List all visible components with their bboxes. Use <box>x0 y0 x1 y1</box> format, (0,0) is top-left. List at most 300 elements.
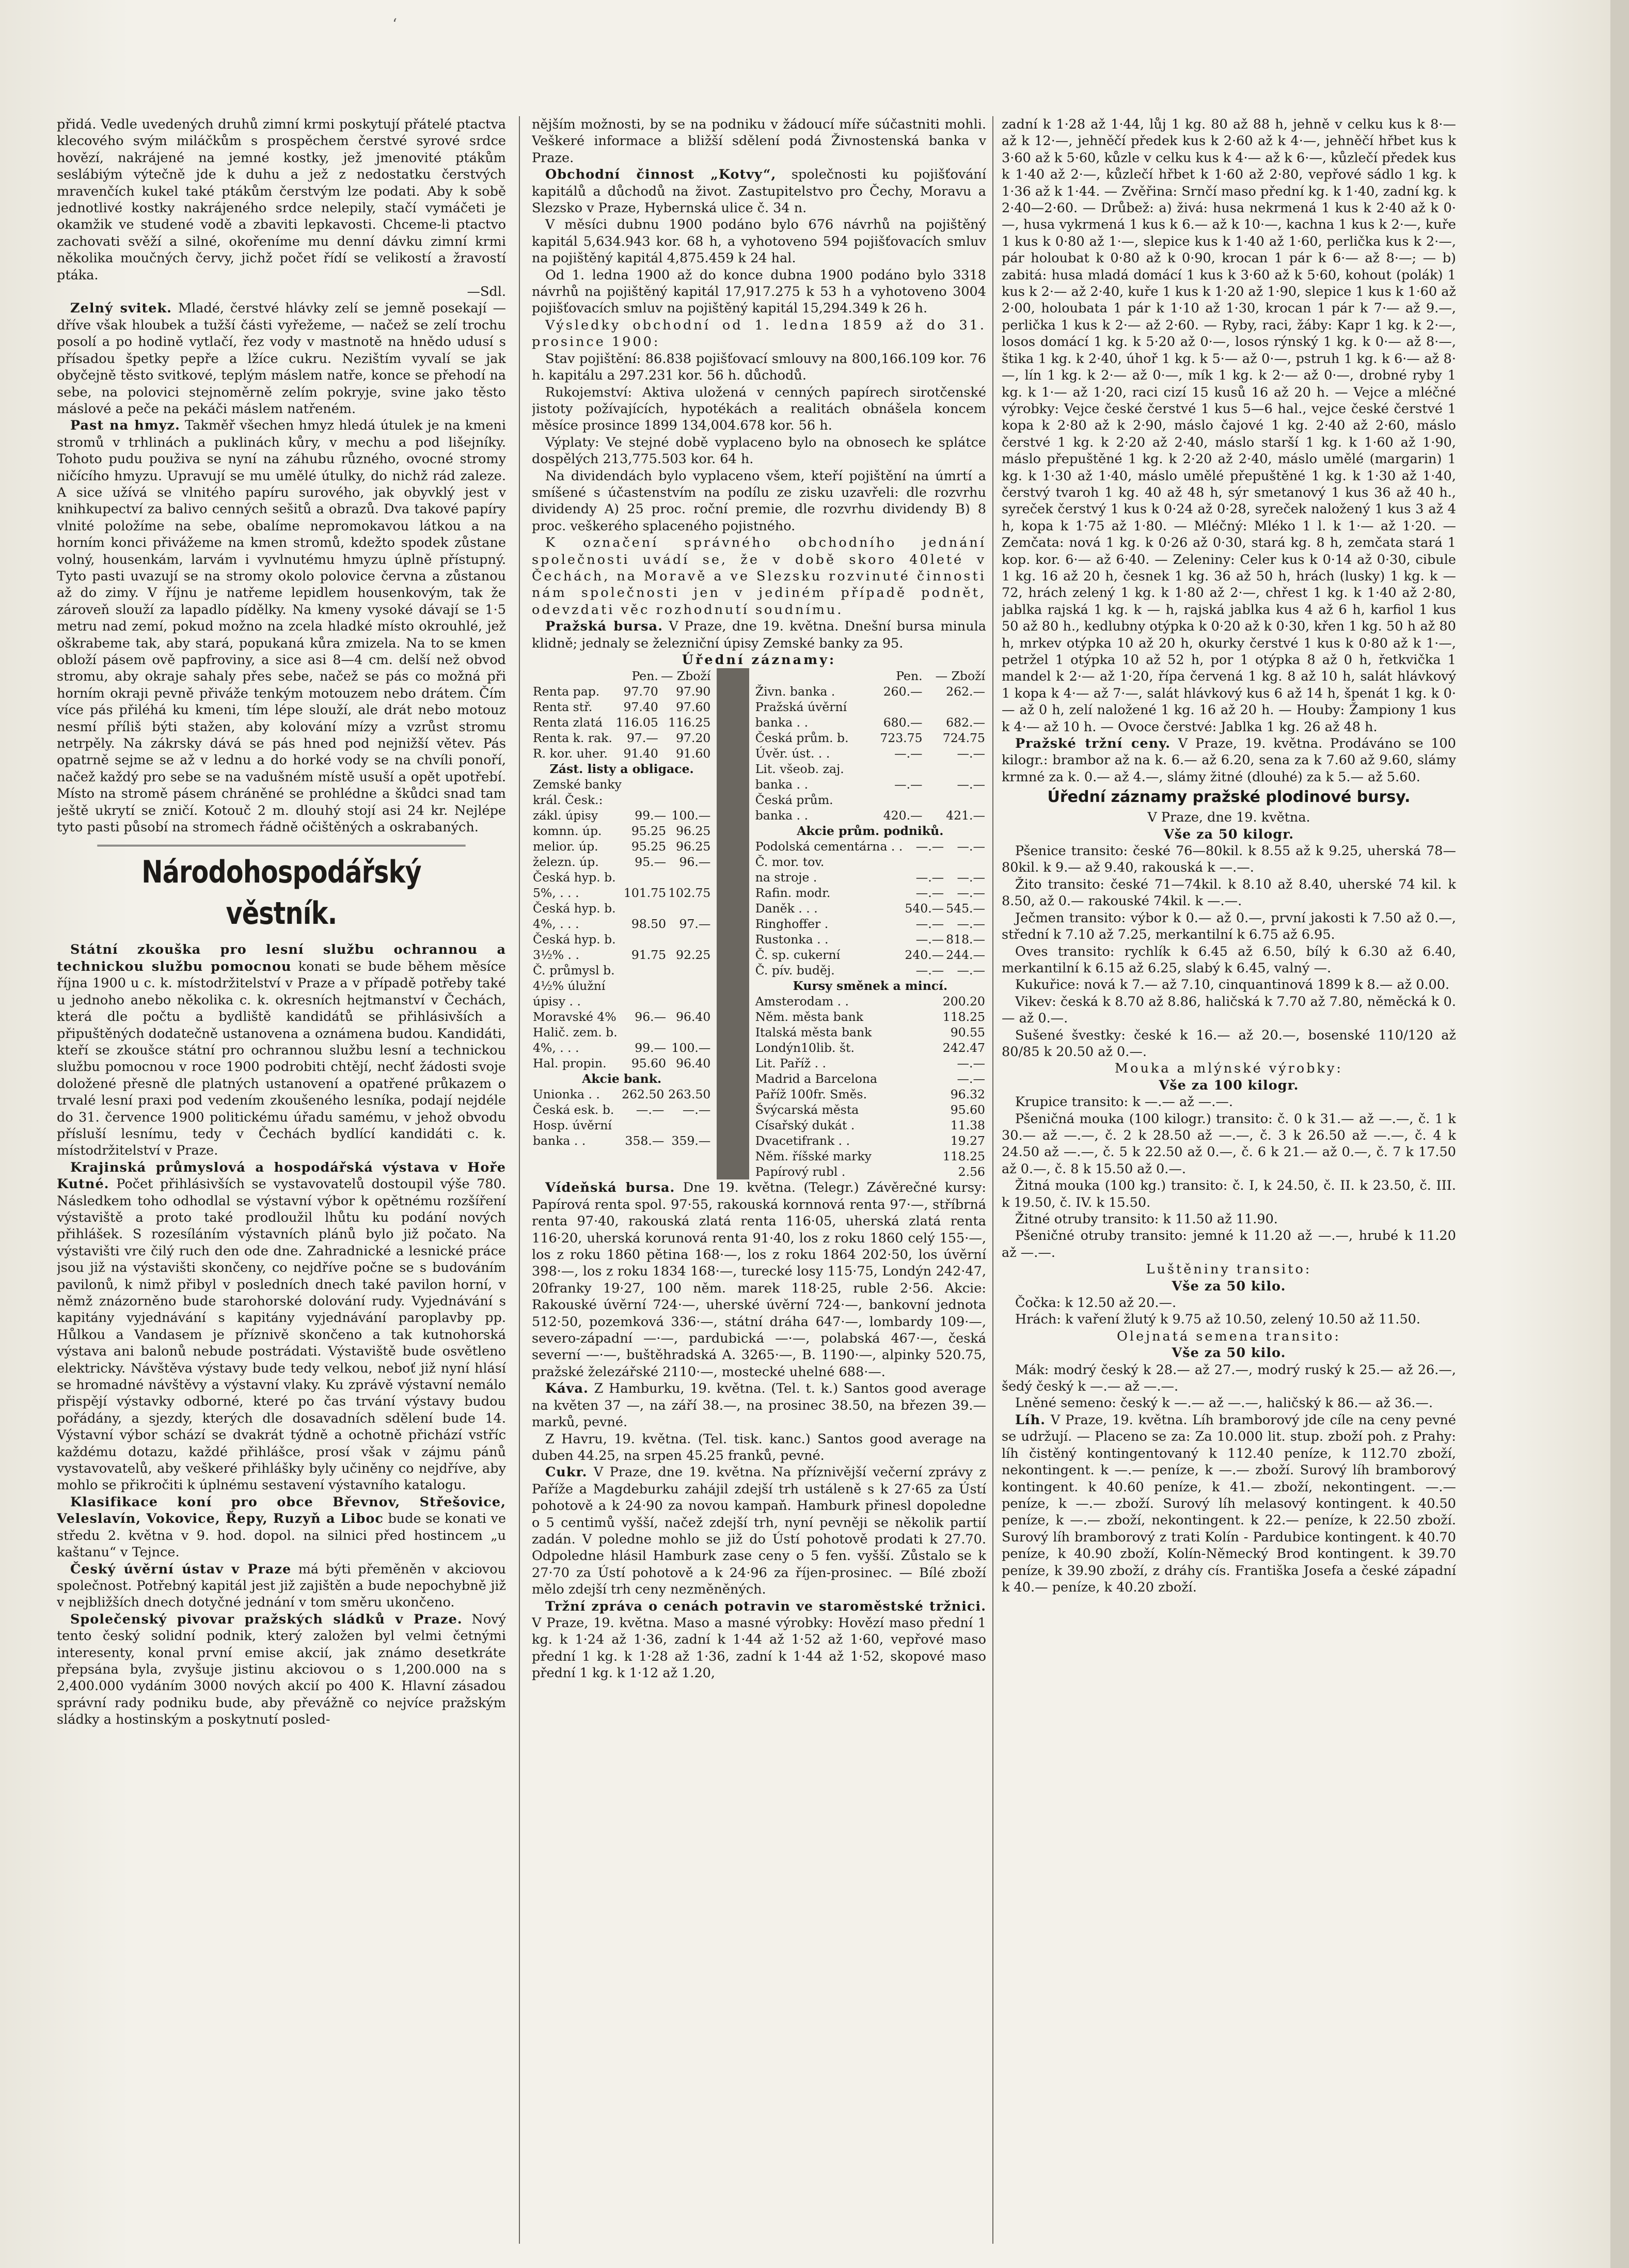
rate-value: 96.— <box>679 855 711 870</box>
article-paragraph <box>532 166 986 216</box>
column-header: Pen. <box>631 669 658 684</box>
article-heading: Klasifikace koní pro obce Břevnov, Střešovice, Veleslavín, Vokovice, Řepy, Ruzyň a Liboc <box>57 1494 506 1527</box>
security-name: Něm. říšské marky <box>755 1149 872 1164</box>
rate-value: —.— <box>957 839 985 854</box>
rate-value <box>619 1117 665 1133</box>
article-heading: Zelný svitek. <box>70 301 172 317</box>
rate-row <box>532 1009 711 1025</box>
rate-row <box>754 699 986 715</box>
rate-value: 420.— <box>883 808 923 823</box>
price-entry: Čočka: k 12.50 až 20.—. <box>1015 1295 1177 1311</box>
rate-value: 242.47 <box>942 1041 985 1056</box>
rate-value: 91.75 <box>631 948 667 963</box>
security-name: Česká prům. b. <box>755 731 849 746</box>
security-name: Švýcarská města <box>755 1102 859 1117</box>
security-name: král. Česk.: <box>533 793 603 808</box>
rate-value: 2.56 <box>958 1164 985 1179</box>
subsection-heading: Luštěniny transito: <box>1146 1262 1312 1278</box>
security-name: Ringhoffer . <box>755 917 829 932</box>
rate-value <box>667 963 711 978</box>
column-2 <box>532 116 986 2244</box>
price-entry: Kukuřice: nová k 7.— až 7.10, cinquantinová 1899 k 8.— až 0.00. <box>1015 977 1450 993</box>
security-name: 4½% úlužní <box>533 979 606 994</box>
rates-table <box>532 1071 711 1086</box>
rate-value: 95.— <box>635 855 667 870</box>
security-name: Lit. všeob. zaj. <box>755 762 844 777</box>
rate-value: —.— <box>957 963 985 978</box>
security-name: zákl. úpisy <box>533 808 598 823</box>
article-text: společnosti ku pojišťování kapitálů a důchodů na život. Zastupitelstvo pro Čechy, Moravu a Slezsko v Praze, Hybernská ulice č. 34 n. <box>532 167 986 216</box>
rate-value: 96.40 <box>676 1056 711 1071</box>
article-text: Z Hamburku, 19. května. (Tel. t. k.) Santos good average na květen 37 —, na září 38.—, na prosinec 38.50, na březen 39.— marků, pevné. <box>532 1381 986 1430</box>
article-heading: Pražské tržní ceny. <box>1015 736 1171 752</box>
article-text: zadní k 1·28 až 1·44, lůj 1 kg. 80 až 88 h, jehně v celku kus k 8·— až k 12·—, jehněčí předek kus k 2·60 až k 4·—, jehněčí hřbet kus k 3·60 až k 5·60, kůzle v celku kus k 4·— až k 6·—, kůzlečí předek kus k 1·40 až 2·—, kůzlečí hřbet k 1·60 až 2·80, vepřové sádlo 1 kg. k 1·36 až k 1·44. — Zvěřina: Srnčí maso přední kg. k 1·40, zadní kg. k 2·40—2·60. — Drůbež: a) živá: husa nekrmená 1 kus k 2·40 až k 0·—, husa vykrmená 1 kus k 6.— až k 10·—, kachna 1 kus k 2·—, kuře 1 kus k 0·80 až 1·—, slepice kus k 1·40 až 1·60, perlička kus k 2·—, pár holoubat k 0·80 až k 0·90, krocan 1 pár k 6·— až 8·—; — b) zabitá: husa mladá domácí 1 kus k 3·60 až k 5·60, kohout (polák) 1 kus k 2·— až 2·40, kuře 1 kus k 1·20 až 1·90, slepice 1 kus k 1·60 až 2·00, holoubata 1 pár k 1·10 až 1·30, krocan 1 pár k 7·— až 9.—, perlička 1 kus k 2·— až 2·60. — Ryby, raci, žáby: Kapr 1 kg. k 2·—, losos domácí 1 kg. k 5·20 až 0·—, losos rýnský 1 kg. k 0·— až 8·—, štika 1 kg. k 2·40, úhoř 1 kg. k 5·— až 0·—, pstruh 1 kg. k 6·— až 8·—, lín 1 kg. k 2·— až 0·—, mík 1 kg. k 2·— až 0·—, drobné ryby 1 kg. k 1·— až 1·20, raci cizí 15 kusů 16 až 20 h. — Vejce a mléčné výrobky: Vejce české čerstvé 1 kus 5—6 hal., vejce české čerstvé 1 kopa k 2·80 až k 2·90, máslo čajové 1 kg. 2·40 až 2·60, máslo čerstvé 1 kg. k 2·20 až 2·40, máslo starší 1 kg. k 1·60 až 1·90, máslo přepuštěné 1 kg. k 2·20 až 2·40, máslo umělé (margarin) 1 kg. k 1·30 až 1·40, máslo umělé přepuštěné 1 kg. k 1·30 až 1·40, čerstvý tvaroh 1 kg. 40 až 48 h, sýr smetanový 1 kus 36 až 40 h., syreček čerstvý 1 kus k 0·24 až 0·28, syreček naložený 1 kus 3 až 4 h, kopa k 1·75 až 1·80. — Mléčný: Mléko 1 l. k 1·— až 1·20. — Zemčata: nová 1 kg. k 0·26 až 0·30, stará kg. 8 h, zemčata stará 1 kop. kor. 6·— až 6·40. — Zeleniny: Celer kus k 0·14 až 0·30, cibule 1 kg. 16 až 20 h, česnek 1 kg. 36 až 50 h, hrách (lusky) 1 kg. k —72, hrách zelený 1 kg. k 1·80 až 2·—, chřest 1 kg. k 1·40 až 2·80, jablka rajská 1 kg. k — h, rajská jablka kus 4 až 6 h, karfiol 1 kus 50 až 80 h., kedlubny otýpka k 0·20 až k 0·30, křen 1 kg. 50 h až 80 h, mrkev otýpka 10 až 20 h, okurky čerstvé 1 kus k 0·80 až k 1·—, petržel 1 otýpka 10 až 52 h, por 1 otýpka 8 až 0 h, řetkvička 1 mandel k 2·— až 1·20, řípa červená 1 kg. 8 až 10 h, salát hlávkový 1 kopa k 4·— až 7·—, salát hlávkový kus 6 až 14 h, špenát 1 kg. k 0·— až 0 h, zelí naložené 1 kg. 16 až 20 h. — Houby: Žampiony 1 kus k 4·— až 10 h. — Ovoce čerstvé: Jablka 1 kg. 26 až 48 h. <box>1002 117 1456 735</box>
security-name: banka . . <box>755 808 809 823</box>
article-heading: Krajinská průmyslová a hospodářská výstava v Hoře Kutné. <box>57 1159 506 1192</box>
security-name: banka . . <box>755 777 809 792</box>
article-heading: Káva. <box>545 1381 589 1397</box>
rate-value: 99.— <box>635 1041 667 1056</box>
rate-value: 96.— <box>635 1010 667 1025</box>
rate-value: 97.90 <box>676 684 711 699</box>
price-entry: Oves transito: rychlík k 6.45 až 6.50, bílý k 6.30 až 6.40, merkantilní k 6.15 až 6.25, slabý k 6.45, valný —. <box>1002 943 1456 976</box>
rate-value <box>623 994 667 1009</box>
rate-row <box>754 901 986 916</box>
column-rule <box>717 668 749 1179</box>
rates-table <box>532 1086 711 1148</box>
article-paragraph <box>532 1464 986 1598</box>
security-name: Úvěr. úst. . . <box>755 746 830 761</box>
rate-row <box>532 715 711 730</box>
rate-value: 95.25 <box>631 824 667 839</box>
rate-row <box>754 1117 986 1133</box>
rate-row <box>754 715 986 730</box>
security-name: Moravské 4% <box>533 1010 616 1025</box>
price-entry: Pšenice transito: české 76—80kil. k 8.55 až k 9.25, uherská 78—80kil. k 9.— až 9.40, rakouská k —.—. <box>1002 843 1456 876</box>
rate-row <box>754 1025 986 1040</box>
security-name: Renta pap. <box>533 684 600 699</box>
rate-row <box>532 839 711 854</box>
security-name: Renta stř. <box>533 700 593 715</box>
rate-row <box>754 994 986 1009</box>
rate-row <box>754 1164 986 1179</box>
rate-value: 97.60 <box>676 700 711 715</box>
article-text: V Praze, 19. května. Maso a masné výrobky: Hovězí maso přední 1 kg. k 1·24 až 1·36, zadní k 1·44 až 1·52 až 1·60, vepřové maso přední 1 kg. k 1·28 až 1·36, zadní k 1·44 až 1·52, skopové maso přední 1 kg. k 1·12 až 1.20, <box>532 1615 986 1681</box>
price-entry: Krupice transito: k —.— až —.—. <box>1015 1094 1233 1110</box>
rate-value: 95.25 <box>631 839 667 854</box>
rates-table <box>532 761 711 777</box>
rate-row <box>754 1102 986 1117</box>
security-name: Renta zlatá <box>533 715 603 730</box>
price-entry: Vikev: česká k 8.70 až 8.86, haličská k 7.70 až 7.80, něměcká k 0.— až 0.—. <box>1002 994 1456 1027</box>
price-entry: Žitná mouka (100 kg.) transito: č. I, k 24.50, č. II. k 23.50, č. III. k 19.50, č. IV. k 15.50. <box>1002 1178 1456 1210</box>
article-text: Nový tento český solidní podnik, který založen byl velmi četnými interesenty, konal první emise akcií, jak známo desetkráte přepsána byla, zvyšuje jistinu akciovou o s 1,200.000 na s 2,400.000 vydáním 3000 nových akcií po 400 K. Hlavní zásadou správní rady podniku bude, aby převážně co nejvíce pražským sládky a hostinským a poskytnutí posled- <box>57 1611 506 1728</box>
column-header: — Zboží <box>660 669 711 684</box>
rate-value: 97.20 <box>676 731 711 746</box>
article-heading: Obchodní činnost „Kotvy“, <box>545 167 777 183</box>
rate-value <box>869 792 923 808</box>
rate-value: 262.— <box>946 684 985 699</box>
rate-row <box>532 1102 711 1117</box>
rate-value <box>869 761 923 777</box>
article-text: V Praze, 19. května. Prodáváno se 100 kilogr.: brambor až na k. 6.— až 6.20, sena za k 7.60 až 9.60, slámy krmné za k. 0.— až 4.—, slámy žitné (dlouhé) za k 5.— až 5.60. <box>1002 736 1456 785</box>
article-text: nějším možnosti, by se na podniku v žádoucí míře súčastniti mohli. Veškeré informace a bližší sdělení podá Živnostenská banka v Praze. <box>532 117 986 166</box>
article-paragraph <box>1002 1412 1456 1596</box>
security-name: banka . . <box>533 1133 586 1148</box>
rate-value <box>667 777 711 792</box>
rate-value: 540.— <box>905 901 944 916</box>
column-header: — Zboží <box>935 669 985 684</box>
rate-row <box>754 730 986 746</box>
rate-value: 95.60 <box>631 1056 667 1071</box>
article-paragraph <box>57 1561 506 1611</box>
rate-value <box>904 854 945 870</box>
article-heading: Past na hmyz. <box>70 418 180 434</box>
rate-row <box>754 916 986 932</box>
price-entry: Žitné otruby transito: k 11.50 až 11.90. <box>1015 1211 1278 1227</box>
rate-row <box>754 808 986 823</box>
security-name: železn. úp. <box>533 855 599 870</box>
rate-row <box>532 947 711 963</box>
rate-row <box>532 777 711 792</box>
table-section-heading: Akcie bank. <box>582 1072 662 1086</box>
column-rule <box>519 116 520 2244</box>
security-name: Lit. Paříž . . <box>755 1056 827 1071</box>
rate-row <box>754 947 986 963</box>
price-entry: Pšeničná mouka (100 kilogr.) transito: č. 0 k 31.— až —.—, č. 1 k 30.— až —.—, č. 2 k 28.50 až —.—, č. 3 k 26.50 až —.—, č. 4 k 24.50 až —.—, č. 5 k 22.50 až 0.—, č. 6 k 21.— až 0.—, č. 7 k 17.50 až 0.—, č. 8 k 15.50 až 0.—. <box>1002 1111 1456 1177</box>
rate-value: 96.25 <box>676 839 711 854</box>
security-name: Česká hyp. b. <box>533 870 616 885</box>
rate-row <box>532 699 711 715</box>
rate-row <box>754 1148 986 1164</box>
rate-value: 724.75 <box>942 731 985 746</box>
security-name: 5%, . . . <box>533 886 579 901</box>
price-entry: Mák: modrý český k 28.— až 27.—, modrý ruský k 25.— až 26.—, šedý český k —.— až —.—. <box>1002 1362 1456 1395</box>
rate-value: —.— <box>957 746 985 761</box>
rate-row <box>754 870 986 885</box>
rate-value: 97.— <box>626 731 658 746</box>
rate-value <box>667 870 711 885</box>
rate-value: 244.— <box>946 948 985 963</box>
article-heading: Líh. <box>1015 1412 1046 1428</box>
rate-value <box>623 1025 667 1040</box>
rates-table <box>532 668 711 761</box>
security-name: na stroje . <box>755 870 817 885</box>
security-name: Živn. banka . <box>755 684 835 699</box>
section-masthead: Národohospodářský věstník. <box>97 845 465 934</box>
rate-row <box>754 839 986 854</box>
security-name: Halič. zem. b. <box>533 1025 618 1040</box>
article-text: Na dividendách bylo vyplaceno všem, kteří pojištění na úmrtí a smíšené s účastenstvím na podílu ze zisku uzavřeli: dle rozvrhu dividendy A) 25 proc. roční premie, dle rozvrhu dividendy B) 8 proc. veškerého splaceného pojistného. <box>532 468 986 534</box>
article-text: V Praze, dne 19. května. Na příznivější večerní zprávy z Paříže a Magdeburku zahájil zdejší trh ustáleně s k 27·65 za Ústí pohotově a k 24·90 za novou kampaň. Hamburk přinesl dopoledne o 5 centimů vyšší, načež zdejší trh, nyní pevněji se několik partií zadán. V poledne mohlo se již do Ústí pohotově prodati k 27.70. Odpoledne hlásil Hamburk zase ceny o 5 fen. vyšší. Zůstalo se k 27·70 za Ústí pohotově a k 24·96 za říjen-prosinec. — Bílé zboží mělo zdejší trh ceny nezměněných. <box>532 1464 986 1598</box>
page-edge-shadow <box>1610 0 1629 2268</box>
table-section-heading: Zást. listy a obligace. <box>549 762 694 777</box>
security-name: Londýn10lib. št. <box>755 1041 855 1056</box>
page-mark: ‘ <box>392 15 397 33</box>
security-name: Papírový rubl . <box>755 1164 846 1179</box>
rate-row <box>532 854 711 870</box>
security-name: 4%, . . . <box>533 917 579 932</box>
article-text: K označení správného obchodního jednání společnosti uvádí se, že v době skoro 40leté v Čechách, na Moravě a ve Slezsku rozvinuté činnosti nám společnosti jen v jediném případě podnět, odevzdati věc rozhodnutí soudnímu. <box>532 535 986 618</box>
security-name: Pražská úvěrní <box>755 700 847 715</box>
security-name: banka . . <box>755 715 809 730</box>
rate-row <box>754 1040 986 1056</box>
rate-value: 96.32 <box>950 1087 985 1102</box>
article-text: Takměř všechen hmyz hledá útulek je na kmeni stromů v trhlinách a puklinách kůry, v mechu a pod lišejníky. Tohoto pudu použiva se nyní na záhubu různého, ovocné stromy ničícího hmyzu. Upravují se mu umělé útulky, do nichž rád zaleze. A sice užívá se vlnitého papíru surového, jak obyvklý jest v knihkupectví za balivo cenných sešitů a obrazů. Dva takové papíry vlnité položíme na sebe, obalíme nepromokavou látkou a na horním konci přivážeme na kmen stromů, kdežto spodek zůstane volný, housenkám, larvám i vyvlnutému hmyzu úplně přístupný. Tyto pasti uvazují se na stromy okolo polovice června a zůstanou až do zimy. V říjnu je natřeme lepidlem housenkovým, tak že zároveň slouží za lapadlo pídělky. Na kmeny vysoké dávají se 1·5 metru nad zemí, pokud možno na zcela hladké místo okrouhlé, jež oškrabeme tak, aby stará, popukaná kůra zmizela. Na to se kmen obloží pásem ově papfroviny, a sice asi 8—4 cm. delší než obvod stromu, aby okraje sahaly přes sebe, načež se pás co možná při horním okraji pevně přiváže tenkým motouzem nebo drátem. Čím více pás přiléhá ku kmeni, tím lépe slouží, ale drát nebo motouz nesmí příliš býti stažen, aby kolování mízy a vzrůst stromu netrpěly. Na zákrsky dává se pás hned pod nejnižší větev. Pás opatrně sejme se až v lednu a do horké vody se na chvíli ponoří, načež každý pro sebe se na vadušném místě usuší a opět upotřebí. Místo na stromě pásem chráněné se prohlédne a škůdci snad tam ještě ukrytí se zničí. Kotouč 2 m. dlouhý stojí asi 24 kr. Nejlépe tyto pasti působí na stromech řádně očištěných a oskrabaných. <box>57 418 506 836</box>
rate-value: 200.20 <box>942 994 985 1009</box>
column-1 <box>57 116 506 2244</box>
rate-value <box>869 699 923 715</box>
article-text: V Praze, 19. května. Líh bramborový jde cíle na ceny pevné se udržují. — Placeno se za: Za 10.000 lit. stup. zboží poh. z Prahy: líh čistěný kontingentovaný k 112.40 peníze, k 112.70 zboží, nekontingent. k —.— peníze, k —.— zboží. Surový líh bramborový kontingent. k 40.60 peníze, k 41.— zboží, nekontingent. —.— peníze, k —.— zboží. Surový líh melasový kontingent. k 40.50 peníze, k —.— zboží, nekontingent. k 22.— peníze, k 22.50 zboží. Surový líh bramborový z trati Kolín - Pardubice kontingent. k 40.70 peníze, k 40.90 zboží, Kolín-Německý Brod kontingent. k 39.70 peníze, k 39.90 zboží, z dráhy cís. Františka Josefa a české západní k 40.— peníze, k 40.20 zboží. <box>1002 1412 1456 1595</box>
rate-value: —.— <box>894 777 923 792</box>
rate-value <box>623 978 667 994</box>
article-paragraph <box>57 300 506 417</box>
rates-table <box>754 668 986 823</box>
rate-row <box>532 963 711 978</box>
article-paragraph <box>532 1179 986 1380</box>
rate-value: 97.70 <box>623 684 658 699</box>
security-name: Č. průmysl b. <box>533 963 615 978</box>
rate-row <box>532 808 711 823</box>
security-name: Císařský dukát . <box>755 1118 855 1133</box>
security-name: Italská města bank <box>755 1025 872 1040</box>
rates-table <box>532 777 711 1071</box>
rate-value: —.— <box>915 932 944 947</box>
rate-row <box>754 792 986 808</box>
rate-value: 359.— <box>671 1133 711 1148</box>
rate-value <box>945 854 986 870</box>
article-paragraph <box>532 1380 986 1430</box>
rate-value: 116.25 <box>668 715 711 730</box>
rate-row <box>754 1086 986 1102</box>
rate-value <box>667 994 711 1009</box>
article-text: Z Havru, 19. května. (Tel. tisk. kanc.) Santos good average na duben 44.25, na srpen 45.25 franků, pevné. <box>532 1431 986 1463</box>
article-heading: Vídeňská bursa. <box>545 1180 675 1196</box>
rate-value: —.— <box>915 917 944 932</box>
security-name: Česká esk. b. <box>533 1102 614 1117</box>
security-name: 4%, . . . <box>533 1041 579 1056</box>
security-name: Podolská cementárna . . <box>755 839 903 854</box>
security-name: Amsterodam . . <box>755 994 849 1009</box>
security-name: 3½% . . <box>533 948 579 963</box>
security-name: Něm. města bank <box>755 1010 864 1025</box>
rate-value <box>623 963 667 978</box>
security-name: Hosp. úvěrní <box>533 1118 612 1133</box>
security-name: Renta k. rak. <box>533 731 612 746</box>
article-text: má býti přeměněn v akciovou společnost. Potřebný kapitál jest již zajištěn a bude nepochybně již v nejbližších dnech dotyčné jednání v tom směru ukončeno. <box>57 1561 506 1611</box>
rate-value <box>924 761 986 777</box>
security-name: úpisy . . <box>533 994 581 1009</box>
rate-value: 818.— <box>946 932 985 947</box>
rate-value: 99.— <box>635 808 667 823</box>
rate-value: —.— <box>957 886 985 901</box>
rate-row <box>532 901 711 916</box>
rate-row <box>754 746 986 761</box>
table-section-heading: Kursy směnek a mincí. <box>793 979 948 994</box>
rate-row <box>532 994 711 1009</box>
article-heading: Státní zkouška pro lesní službu ochrannou a technickou službu pomocnou <box>57 942 506 974</box>
rate-row <box>754 1133 986 1148</box>
price-entry: Ječmen transito: výbor k 0.— až 0.—, první jakosti k 7.50 až 0.—, střední k 7.10 až 7.25, merkantilní k 6.75 až 6.95. <box>1002 910 1456 943</box>
rates-table <box>754 994 986 1179</box>
security-name: Rustonka . . <box>755 932 829 947</box>
security-name: Č. pív. buděj. <box>755 963 835 978</box>
rate-value <box>667 901 711 916</box>
security-name: Daněk . . . <box>755 901 818 916</box>
security-name: Zemské banky <box>533 777 622 792</box>
rate-value: —.— <box>894 746 923 761</box>
price-entry: Žito transito: české 71—74kil. k 8.10 až 8.40, uherské 74 kil. k 8.50, až 0.— rakouské 74kil. k —.—. <box>1002 876 1456 909</box>
article-paragraph <box>57 417 506 836</box>
security-name: Madrid a Barcelona <box>755 1072 877 1086</box>
rate-value: 91.40 <box>623 746 658 761</box>
rate-value: 723.75 <box>880 731 923 746</box>
stock-table-right <box>754 668 986 1179</box>
rate-value: 263.50 <box>668 1087 711 1102</box>
security-name: Dvacetifrank . . <box>755 1133 850 1148</box>
article-text: Mladé, čerstvé hlávky zelí se jemně posekají — dříve však hloubek a tužší části vyřežeme, — načež se zelí trochu posolí a po hodině vytlačí, řez vody v mastnotě na hnědo udusí s přísadou špetky pepře a lžíce cukru. Nezištím vyvalí se jak obyčejně těsto svitkové, teplým máslem natře, konce se přehodí na sebe, na polovici stejnoměrně zelím pokryje, svine jako těsto máslové a peče na pekáči máslem natřeném. <box>57 301 506 417</box>
article-paragraph <box>57 1159 506 1494</box>
article-heading: Pražská bursa. <box>545 619 663 635</box>
rates-table <box>754 839 986 978</box>
rate-value: 19.27 <box>950 1133 985 1148</box>
rate-value: 101.75 <box>623 886 667 901</box>
table-heading: Úřední záznamy: <box>682 652 836 668</box>
stock-tables <box>532 668 986 1179</box>
rates-table <box>754 823 986 839</box>
rate-value: 116.05 <box>615 715 658 730</box>
rate-value: —.— <box>636 1102 665 1117</box>
rate-value <box>623 901 667 916</box>
security-name: melior. úp. <box>533 839 598 854</box>
price-entry: Lněné semeno: český k —.— až —.—, haličský k 86.— až 36.—. <box>1015 1395 1433 1411</box>
rate-value: 100.— <box>671 808 711 823</box>
article-text: Počet přihlásivších se vystavovatelů dostoupil výše 780. Následkem toho odhodlal se výstavní výbor k opětnému rozšíření výstaviště a proto také prodloužil lhůtu ku podání nových přihlášek. S rozesíláním výstavních plánů bylo již počato. Na výstavišti vre čilý ruch den ode dne. Zahradnické a lesnické práce jsou již na výstavišti skončeny, co nejdříve počne se s budováním pavilonů, k nimž přibyl v posledních dnech také pavilon horní, v němž znázorněno bude starohorské dolování rudy. Vyjednávání s kapitány vyjednávání s kapitány vyjednávání paroplavby pp. Hůlkou a Vandasem je příznivě skončeno a tak kutnohorská výstava ani balonů nebude postrádati. Výstaviště bude osvětleno elektricky. Návštěva výstavy bude tedy velkou, neboť již nyní hlásí se hromadné návštěvy a výstavní vlaky. Ku zprávě výstavní nemálo přispějí výstavky odborné, které po čas trvání výstavy budou pořádány, a sjezdy, kterých dle dosavadních sdělení bude 14. Výstavní výbor schází se dvakrát týdně a ochotně přichází vstříc každému dotazu, každé přihlášce, prosí však v zájmu pánů vystavovatelů, aby veškeré přihlášky byly učiněny co nejdříve, aby mohlo se přikročiti k úplnému sestavení výstavního katalogu. <box>57 1176 506 1493</box>
section-unit: Vše za 100 kilogr. <box>1159 1077 1299 1093</box>
article-text: Výsledky obchodní od 1. ledna 1859 až do 31. prosince 1900: <box>532 317 986 350</box>
section-heading: Úřední záznamy pražské plodinové bursy. <box>1047 788 1411 807</box>
rate-value: 102.75 <box>668 886 711 901</box>
column-header: Pen. <box>896 669 923 684</box>
article-paragraph <box>57 941 506 1159</box>
article-paragraph <box>57 1611 506 1728</box>
rate-row <box>754 885 986 901</box>
rate-value: —.— <box>957 917 985 932</box>
article-text: Od 1. ledna 1900 až do konce dubna 1900 podáno bylo 3318 návrhů na pojištěný kapitál 17,917.275 k 53 h a vyhotoveno 3004 pojišťovacích smluv na pojištěný kapitál 15,294.349 k 26 h. <box>532 267 986 317</box>
article-paragraph <box>532 1598 986 1682</box>
rate-value: 262.50 <box>622 1087 665 1102</box>
rate-value <box>667 1025 711 1040</box>
rate-row <box>532 792 711 808</box>
article-heading: Cukr. <box>545 1464 588 1480</box>
rate-value: 95.60 <box>950 1102 985 1117</box>
rate-value: 545.— <box>946 901 985 916</box>
rate-row <box>754 777 986 792</box>
rate-row <box>532 1086 711 1102</box>
rate-value: 680.— <box>883 715 923 730</box>
article-text: V Praze, dne 19. května. Dnešní bursa minula klidně; jednaly se železniční úpisy Zemské banky za 95. <box>532 619 986 651</box>
rate-value: —.— <box>957 1056 985 1071</box>
rate-row <box>532 1133 711 1148</box>
security-name: R. kor. uher. <box>533 746 608 761</box>
rate-row <box>532 885 711 901</box>
rate-value <box>667 792 711 808</box>
rate-row <box>532 684 711 699</box>
rate-value: —.— <box>915 839 944 854</box>
rate-value: 11.38 <box>950 1118 985 1133</box>
rate-value: 118.25 <box>942 1149 985 1164</box>
rate-value <box>924 792 986 808</box>
rate-value: 682.— <box>946 715 985 730</box>
rate-value: 92.25 <box>676 948 711 963</box>
rate-value: 98.50 <box>631 917 667 932</box>
rate-value: 97.— <box>679 917 711 932</box>
rate-value: —.— <box>957 1072 985 1086</box>
article-paragraph <box>1002 735 1456 785</box>
rate-row <box>754 684 986 699</box>
price-entry: Sušené švestky: české k 16.— až 20.—, bosenské 110/120 až 80/85 k 20.50 až 0.—. <box>1002 1027 1456 1060</box>
rate-row <box>754 1056 986 1071</box>
rate-row <box>532 823 711 839</box>
rate-row <box>754 963 986 978</box>
article-paragraph <box>57 1494 506 1561</box>
rate-value: —.— <box>957 870 985 885</box>
rate-value: 96.40 <box>676 1010 711 1025</box>
rate-value: 97.40 <box>623 700 658 715</box>
rate-row <box>532 978 711 994</box>
rate-value: 96.25 <box>676 824 711 839</box>
rate-row <box>532 746 711 761</box>
article-text: V měsíci dubnu 1900 podáno bylo 676 návrhů na pojištěný kapitál 5,634.943 kor. 68 h, a vyhotoveno 594 pojišťovacích smluv na pojištěný kapitál 4,875.459 k 24 hal. <box>532 217 986 266</box>
rate-value: —.— <box>915 963 944 978</box>
article-text: Stav pojištění: 86.838 pojišťovací smlouvy na 800,166.109 kor. 76 h. kapitálu a 297.231 kor. 56 h. důchodů. <box>532 351 986 384</box>
security-name: Č. sp. cukerní <box>755 948 841 963</box>
author-signature: —Sdl. <box>467 284 506 300</box>
rates-table <box>754 978 986 994</box>
article-paragraph <box>532 618 986 652</box>
rate-value <box>623 870 667 885</box>
section-unit: Vše za 50 kilogr. <box>1163 826 1294 842</box>
rate-row <box>754 1071 986 1086</box>
rate-row <box>532 1056 711 1071</box>
article-heading: Český úvěrní ústav v Praze <box>70 1561 292 1577</box>
security-name: Č. mor. tov. <box>755 855 825 870</box>
rate-value: —.— <box>915 870 944 885</box>
security-name: Rafin. modr. <box>755 886 831 901</box>
rate-row <box>754 1009 986 1025</box>
stock-table-left <box>532 668 711 1179</box>
security-name: Unionka . . <box>533 1087 600 1102</box>
rate-value: 91.60 <box>676 746 711 761</box>
section-dateline: V Praze, dne 19. května. <box>1147 810 1310 826</box>
article-text: Výplaty: Ve stejné době vyplaceno bylo na obnosech ke splátce dospělých 213,775.503 kor. 64 h. <box>532 434 986 467</box>
article-text: konati se bude během měsíce října 1900 u c. k. místodržitelství v Praze a v případě potřeby také u jednoho anebo několika c. k. okresních hejtmanství v Čechách, která dle počtu a bydliště kandidátů se přihlásivších a připuštěných dodatečně ustanovena a oznámena budou. Kandidáti, kteří se zkoušce státní pro ochrannou službu lesní a technickou službu pomocnou v roce 1900 podrobiti chtějí, nechť žádosti svoje doložené přesně dle platných ustanovení a opatřené průkazem o trvalé lesní praxi pod vedením zkoušeného lesníka, podají nejdéle do 31. července 1900 politickému úřadu samému, v jehož obvodu přísluší lesnímu, tedy v Čechách bydlící kandidáti c. k. místodržitelství v Praze. <box>57 958 506 1159</box>
article-heading: Tržní zpráva o cenách potravin ve staroměstské tržnici. <box>545 1598 986 1614</box>
rate-value: —.— <box>682 1102 711 1117</box>
article-text: přidá. Vedle uvedených druhů zimní krmi poskytují přátelé ptactva klecového svým miláčkům s prospěchem čerstvé syrové srdce hovězí, nakrájené na jemné kostky, jež jmenovité ptákům seslábiým výtečně jde k duhu a jež z nedostatku čerstvých mravenčích kukel také ptákům čerstvým lze podati. Aby k sobě jednotlivé kostky nakrájeného srdce nelepily, stačí vymáčeti je okamžik ve studené vodě a zbaviti lepkavosti. Chceme-li ptactvo zachovati svěží a silné, okořeníme mu denní dávku zimní krmi několika moučných červy, jichž počet řídí se velikostí a žravostí ptáka. <box>57 117 506 283</box>
column-3 <box>1002 116 1456 2244</box>
rate-value <box>623 792 667 808</box>
rate-value: 358.— <box>625 1133 665 1148</box>
article-heading: Společenský pivovar pražských sládků v Praze. <box>70 1611 463 1627</box>
rate-value: 260.— <box>883 684 923 699</box>
rate-row <box>754 854 986 870</box>
price-entry: Hrách: k vaření žlutý k 9.75 až 10.50, zelený 10.50 až 11.50. <box>1015 1312 1420 1328</box>
rate-value <box>623 777 667 792</box>
security-name: Paříž 100fr. Směs. <box>755 1087 867 1102</box>
subsection-heading: Mouka a mlýnské výrobky: <box>1115 1061 1343 1077</box>
rate-value: —.— <box>957 777 985 792</box>
